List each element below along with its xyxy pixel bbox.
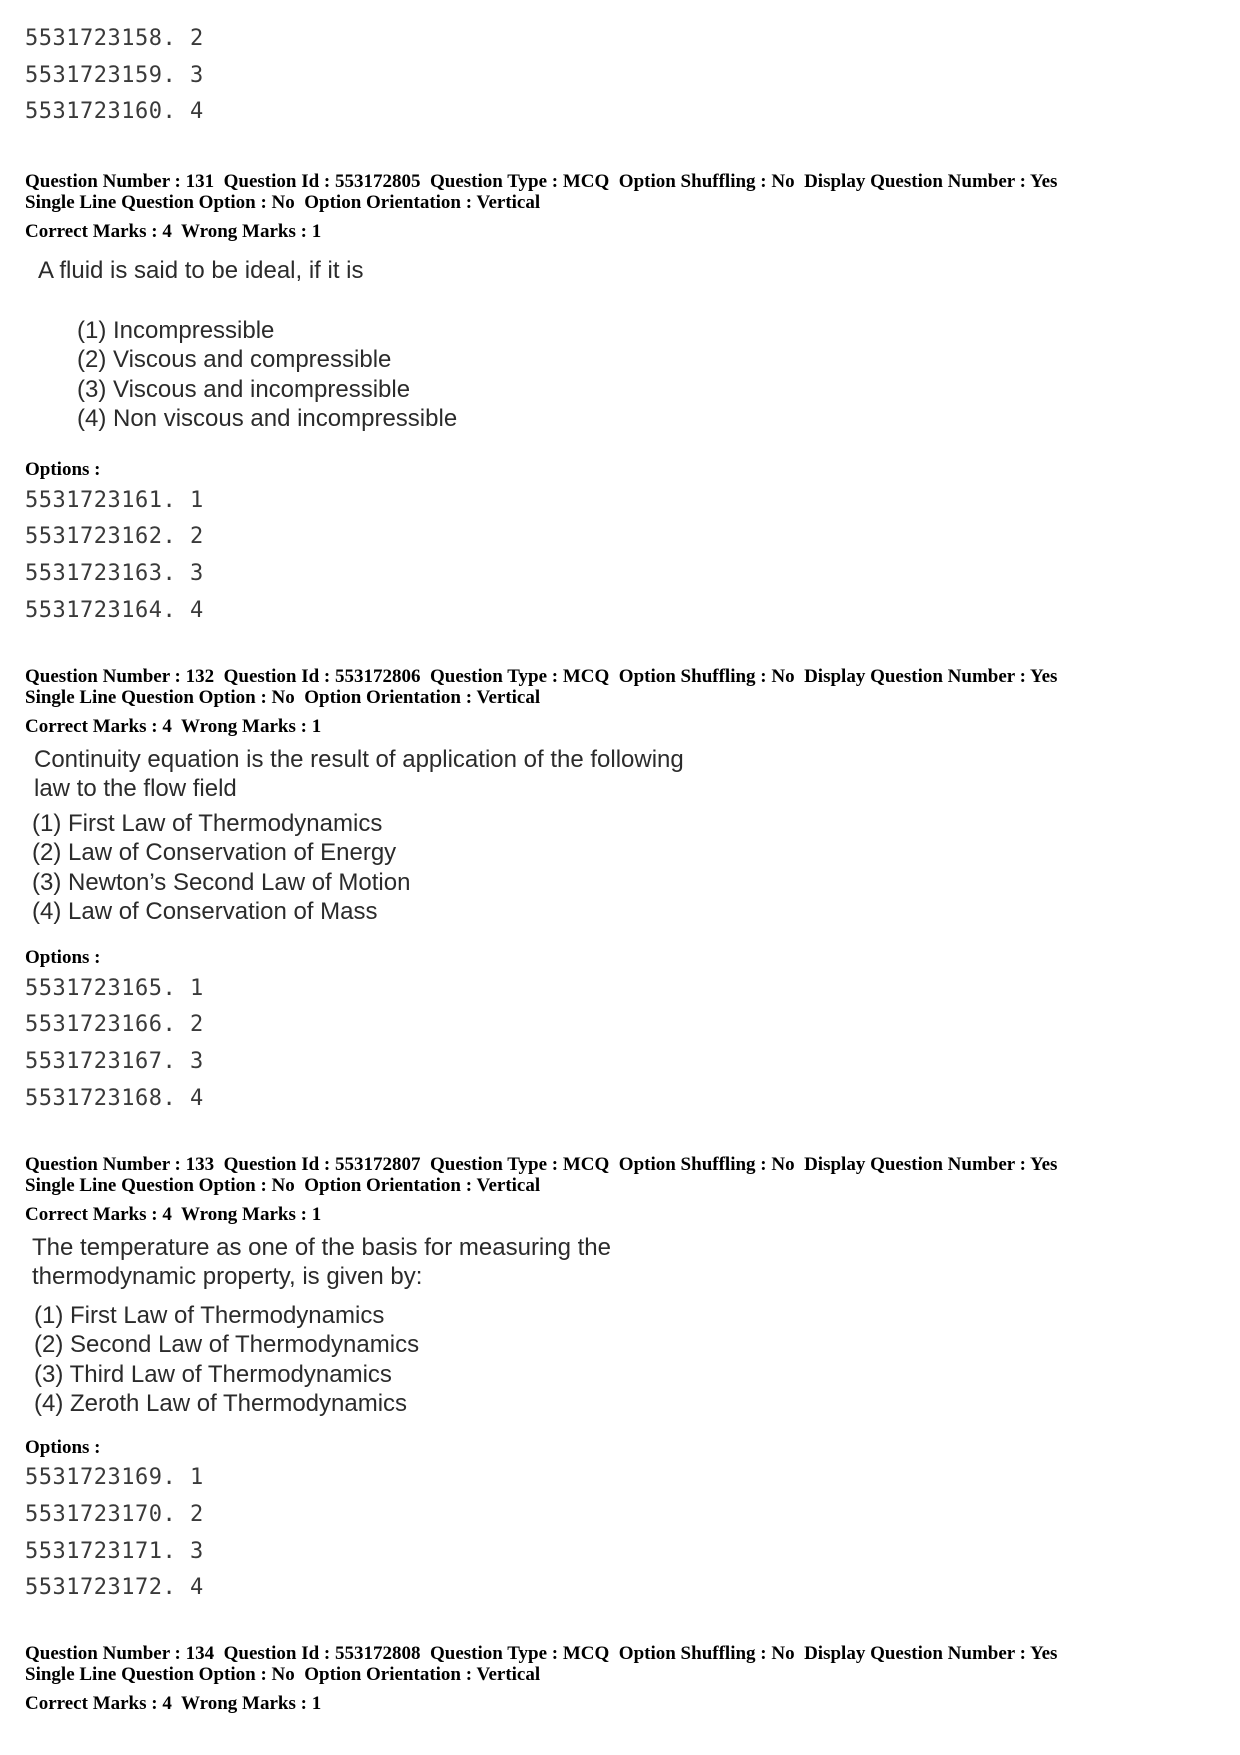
choice-item: (3) Newton’s Second Law of Motion [32,869,411,896]
question-stem: thermodynamic property, is given by: [32,1263,423,1290]
options-label: Options : [25,947,101,968]
question-stem: Continuity equation is the result of application of the following [34,746,684,773]
option-line: 5531723161. 1 [25,488,204,513]
question-meta-line1: Question Number : 132 Question Id : 553172806 Question Type : MCQ Option Shuffling : No Display Question Number : Yes [25,666,1058,687]
question-stem: law to the flow field [34,775,237,802]
choice-item: (1) First Law of Thermodynamics [32,810,383,837]
option-line: 5531723159. 3 [25,63,204,88]
choice-item: (4) Zeroth Law of Thermodynamics [34,1390,408,1417]
question-meta-line2: Single Line Question Option : No Option Orientation : Vertical [25,1175,541,1196]
choice-item: (4) Law of Conservation of Mass [32,898,378,925]
option-line: 5531723162. 2 [25,524,204,549]
question-meta-line1: Question Number : 134 Question Id : 553172808 Question Type : MCQ Option Shuffling : No Display Question Number : Yes [25,1643,1058,1664]
option-line: 5531723166. 2 [25,1012,204,1037]
option-line: 5531723158. 2 [25,26,204,51]
choice-item: (2) Viscous and compressible [77,346,392,373]
option-line: 5531723163. 3 [25,561,204,586]
option-line: 5531723164. 4 [25,598,204,623]
option-line: 5531723171. 3 [25,1539,204,1564]
options-label: Options : [25,1437,101,1458]
options-label: Options : [25,459,101,480]
choice-item: (2) Law of Conservation of Energy [32,839,397,866]
option-line: 5531723167. 3 [25,1049,204,1074]
question-meta-line2: Single Line Question Option : No Option Orientation : Vertical [25,192,541,213]
option-line: 5531723168. 4 [25,1086,204,1111]
question-meta-line2: Single Line Question Option : No Option Orientation : Vertical [25,687,541,708]
option-line: 5531723172. 4 [25,1575,204,1600]
choice-item: (2) Second Law of Thermodynamics [34,1331,420,1358]
question-stem: A fluid is said to be ideal, if it is [38,257,364,284]
question-marks: Correct Marks : 4 Wrong Marks : 1 [25,1204,322,1225]
choice-item: (3) Viscous and incompressible [77,376,411,403]
option-line: 5531723160. 4 [25,99,204,124]
option-line: 5531723169. 1 [25,1465,204,1490]
choice-item: (1) First Law of Thermodynamics [34,1302,385,1329]
option-line: 5531723165. 1 [25,976,204,1001]
choice-item: (4) Non viscous and incompressible [77,405,458,432]
question-marks: Correct Marks : 4 Wrong Marks : 1 [25,716,322,737]
question-marks: Correct Marks : 4 Wrong Marks : 1 [25,221,322,242]
choice-item: (3) Third Law of Thermodynamics [34,1361,392,1388]
question-marks: Correct Marks : 4 Wrong Marks : 1 [25,1693,322,1714]
question-stem: The temperature as one of the basis for measuring the [32,1234,611,1261]
question-meta-line1: Question Number : 133 Question Id : 553172807 Question Type : MCQ Option Shuffling : No Display Question Number : Yes [25,1154,1058,1175]
option-line: 5531723170. 2 [25,1502,204,1527]
question-meta-line2: Single Line Question Option : No Option Orientation : Vertical [25,1664,541,1685]
choice-item: (1) Incompressible [77,317,275,344]
question-meta-line1: Question Number : 131 Question Id : 553172805 Question Type : MCQ Option Shuffling : No Display Question Number : Yes [25,171,1058,192]
